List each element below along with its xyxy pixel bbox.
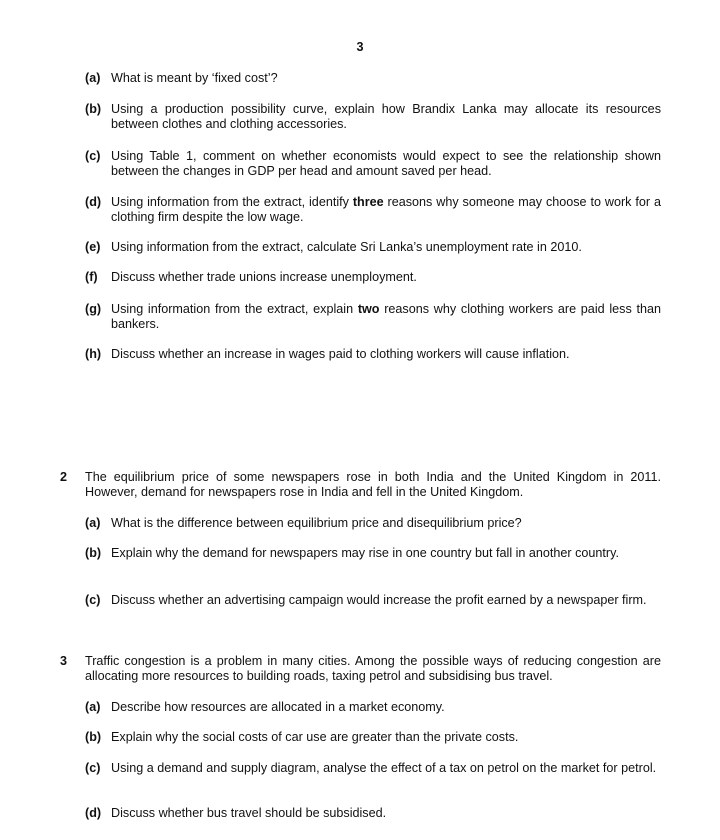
part-text: Using information from the extract, explain two reasons why clothing workers are paid less than bankers. xyxy=(111,302,661,331)
question-3d xyxy=(85,806,661,821)
question-2c xyxy=(85,593,661,608)
part-text: What is meant by ‘fixed cost’? xyxy=(111,71,278,85)
question-number: 3 xyxy=(60,654,68,668)
part-label: (b) xyxy=(85,730,102,744)
part-text: What is the difference between equilibrium price and disequilibrium price? xyxy=(111,516,522,530)
question-stem: The equilibrium price of some newspapers rose in both India and the United Kingdom in 2011. However, demand for newspapers rose in India and fell in the United Kingdom. xyxy=(85,470,661,499)
part-label: (h) xyxy=(85,347,102,361)
part-text: Using information from the extract, calculate Sri Lanka’s unemployment rate in 2010. xyxy=(111,240,582,254)
part-label: (a) xyxy=(85,71,101,85)
question-1c xyxy=(85,149,661,178)
part-label: (d) xyxy=(85,195,102,209)
question-2-stem xyxy=(60,470,661,499)
part-text: Discuss whether an increase in wages paid to clothing workers will cause inflation. xyxy=(111,347,570,361)
part-text: Explain why the demand for newspapers may rise in one country but fall in another country. xyxy=(111,546,619,560)
question-stem: Traffic congestion is a problem in many cities. Among the possible ways of reducing congestion are allocating more resources to building roads, taxing petrol and subsidising bus travel. xyxy=(85,654,661,683)
question-1f xyxy=(85,270,661,285)
question-1h xyxy=(85,347,661,362)
question-1a xyxy=(85,71,661,86)
question-3c xyxy=(85,761,661,776)
part-text: Discuss whether an advertising campaign would increase the profit earned by a newspaper firm. xyxy=(111,593,647,607)
question-1e xyxy=(85,240,661,255)
part-label: (c) xyxy=(85,593,101,607)
part-label: (c) xyxy=(85,761,101,775)
part-text: Discuss whether bus travel should be subsidised. xyxy=(111,806,387,820)
part-label: (f) xyxy=(85,270,98,284)
part-text: Using a demand and supply diagram, analyse the effect of a tax on petrol on the market for petrol. xyxy=(111,761,657,775)
part-label: (a) xyxy=(85,516,101,530)
question-1d xyxy=(85,195,661,224)
question-3b xyxy=(85,730,661,745)
part-text: Using information from the extract, identify three reasons why someone may choose to work for a clothing firm despite the low wage. xyxy=(111,195,661,224)
page-number: 3 xyxy=(356,40,364,54)
part-text: Using Table 1, comment on whether economists would expect to see the relationship shown between the changes in GDP per head and amount saved per head. xyxy=(111,149,661,178)
part-label: (b) xyxy=(85,546,102,560)
part-label: (c) xyxy=(85,149,101,163)
part-text: Describe how resources are allocated in a market economy. xyxy=(111,700,445,714)
question-1g xyxy=(85,302,661,331)
question-number: 2 xyxy=(60,470,68,484)
part-label: (a) xyxy=(85,700,101,714)
part-label: (d) xyxy=(85,806,102,820)
part-text: Using a production possibility curve, explain how Brandix Lanka may allocate its resources between clothes and clothing accessories. xyxy=(111,102,661,131)
part-text: Explain why the social costs of car use are greater than the private costs. xyxy=(111,730,519,744)
question-3-stem xyxy=(60,654,661,683)
part-label: (b) xyxy=(85,102,102,116)
question-2a xyxy=(85,516,661,531)
question-2b xyxy=(85,546,661,561)
part-label: (g) xyxy=(85,302,102,316)
question-3a xyxy=(85,700,661,715)
part-text: Discuss whether trade unions increase unemployment. xyxy=(111,270,417,284)
part-label: (e) xyxy=(85,240,101,254)
question-1b xyxy=(85,102,661,131)
